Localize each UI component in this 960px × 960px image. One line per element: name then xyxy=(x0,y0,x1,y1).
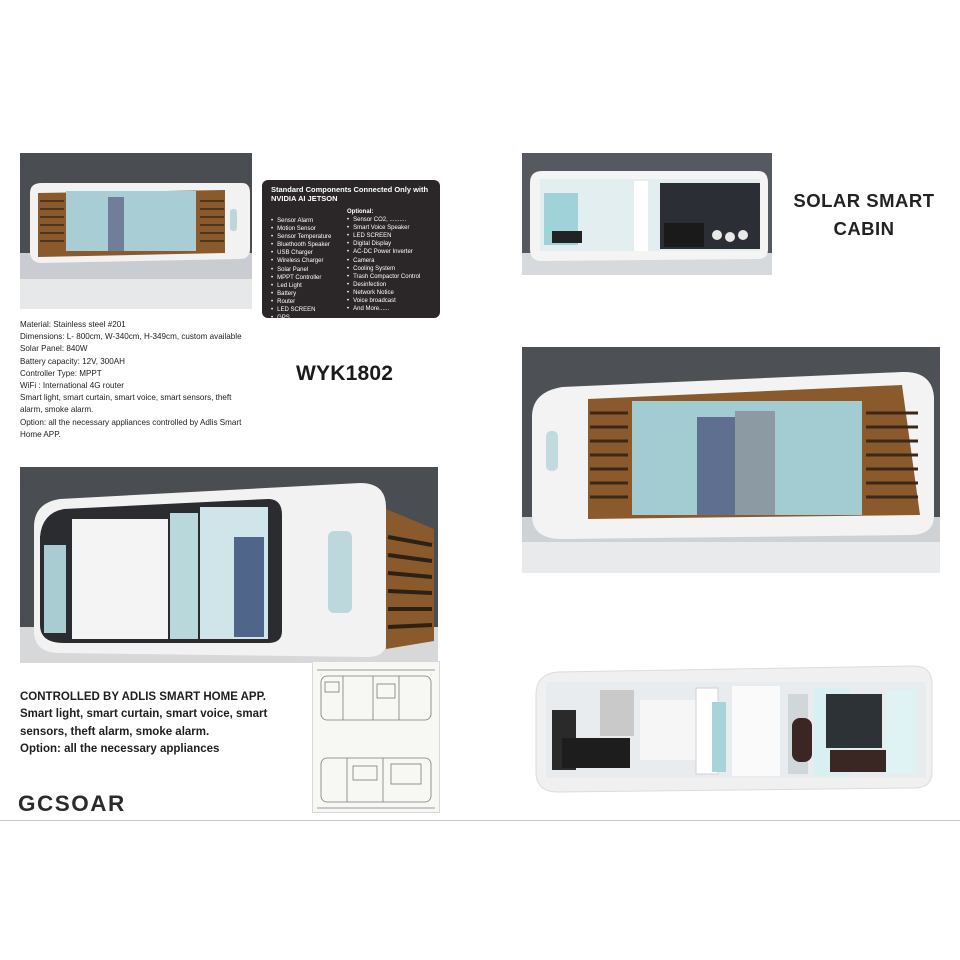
spec-line: Option: all the necessary appliances controlled by Adlis Smart Home APP. xyxy=(20,417,242,439)
list-item: • Trash Compactor Control xyxy=(347,273,420,281)
app-line: CONTROLLED BY ADLIS SMART HOME APP. xyxy=(20,691,266,703)
footer-divider xyxy=(0,820,960,821)
cabin-photo-exterior-small xyxy=(20,153,252,309)
components-panel-title: Standard Components Connected Only with NVIDIA AI JETSON xyxy=(271,185,429,203)
spec-line: Battery capacity: 12V, 300AH xyxy=(20,356,125,366)
app-line: Smart light, smart curtain, smart voice, smart xyxy=(20,708,268,721)
product-title-line: SOLAR SMART xyxy=(793,190,935,211)
spec-line: Material: Stainless steel #201 xyxy=(20,320,126,329)
list-item: • Motion Sensor xyxy=(271,225,331,233)
list-item: • Network Notice xyxy=(347,289,420,297)
spec-line: Smart light, smart curtain, smart voice, smart sensors, theft alarm, smoke alarm. xyxy=(20,393,232,415)
list-item: • USB Charger xyxy=(271,249,331,257)
list-item: • GPS xyxy=(271,314,331,322)
list-item: • Camera xyxy=(347,257,420,265)
floor-plan-drawing xyxy=(312,661,440,813)
list-item: • Desinfection xyxy=(347,281,420,289)
cabin-photo-interior-bottom xyxy=(522,654,940,800)
product-title xyxy=(770,187,958,243)
product-title-line: CABIN xyxy=(833,218,895,239)
list-item: • LED SCREEN xyxy=(347,232,420,240)
optional-components-list xyxy=(347,208,420,313)
list-item: • Sensor Temperature xyxy=(271,233,331,241)
components-panel xyxy=(262,180,440,322)
list-item: • Sensor Alarm xyxy=(271,217,331,225)
list-item: • Cooling System xyxy=(347,265,420,273)
list-item: • Led Light xyxy=(271,282,331,290)
spec-line: Dimensions: L- 800cm, W-340cm, H-349cm, custom available xyxy=(20,332,242,342)
list-item: • Sensor CO2, .......... xyxy=(347,216,420,224)
gcsoar-logo: GCSOAR xyxy=(18,791,126,816)
spec-line: Solar Panel: 840W xyxy=(20,344,88,354)
standard-components-list xyxy=(271,217,331,322)
list-item: • Battery xyxy=(271,290,331,298)
smart-home-app-text xyxy=(20,689,305,758)
list-item: • Wireless Charger xyxy=(271,257,331,265)
optional-label: Optional: xyxy=(347,209,374,215)
spec-line: WiFi : International 4G router xyxy=(20,381,124,391)
list-item: • Digital Display xyxy=(347,240,420,248)
model-number: WYK1802 xyxy=(296,362,394,385)
list-item: • Solar Panel xyxy=(271,266,331,274)
specifications-text xyxy=(20,319,255,441)
cabin-photo-exterior-side xyxy=(20,467,438,663)
cabin-photo-exterior-large xyxy=(522,347,940,573)
app-line: sensors, theft alarm, smoke alarm. xyxy=(20,725,210,738)
app-line: Option: all the necessary appliances xyxy=(20,742,220,755)
spec-line: Controller Type: MPPT xyxy=(20,368,102,378)
list-item: • Voice broadcast xyxy=(347,297,420,305)
cabin-photo-interior-top xyxy=(522,153,772,275)
list-item: • Bluethooth Speaker xyxy=(271,241,331,249)
list-item: • LED SCREEN xyxy=(271,306,331,314)
list-item: • Router xyxy=(271,298,331,306)
list-item: • AC-DC Power Inverter xyxy=(347,248,420,256)
list-item: • And More...... xyxy=(347,305,420,313)
list-item: • Smart Voice Speaker xyxy=(347,224,420,232)
list-item: • MPPT Controller xyxy=(271,274,331,282)
